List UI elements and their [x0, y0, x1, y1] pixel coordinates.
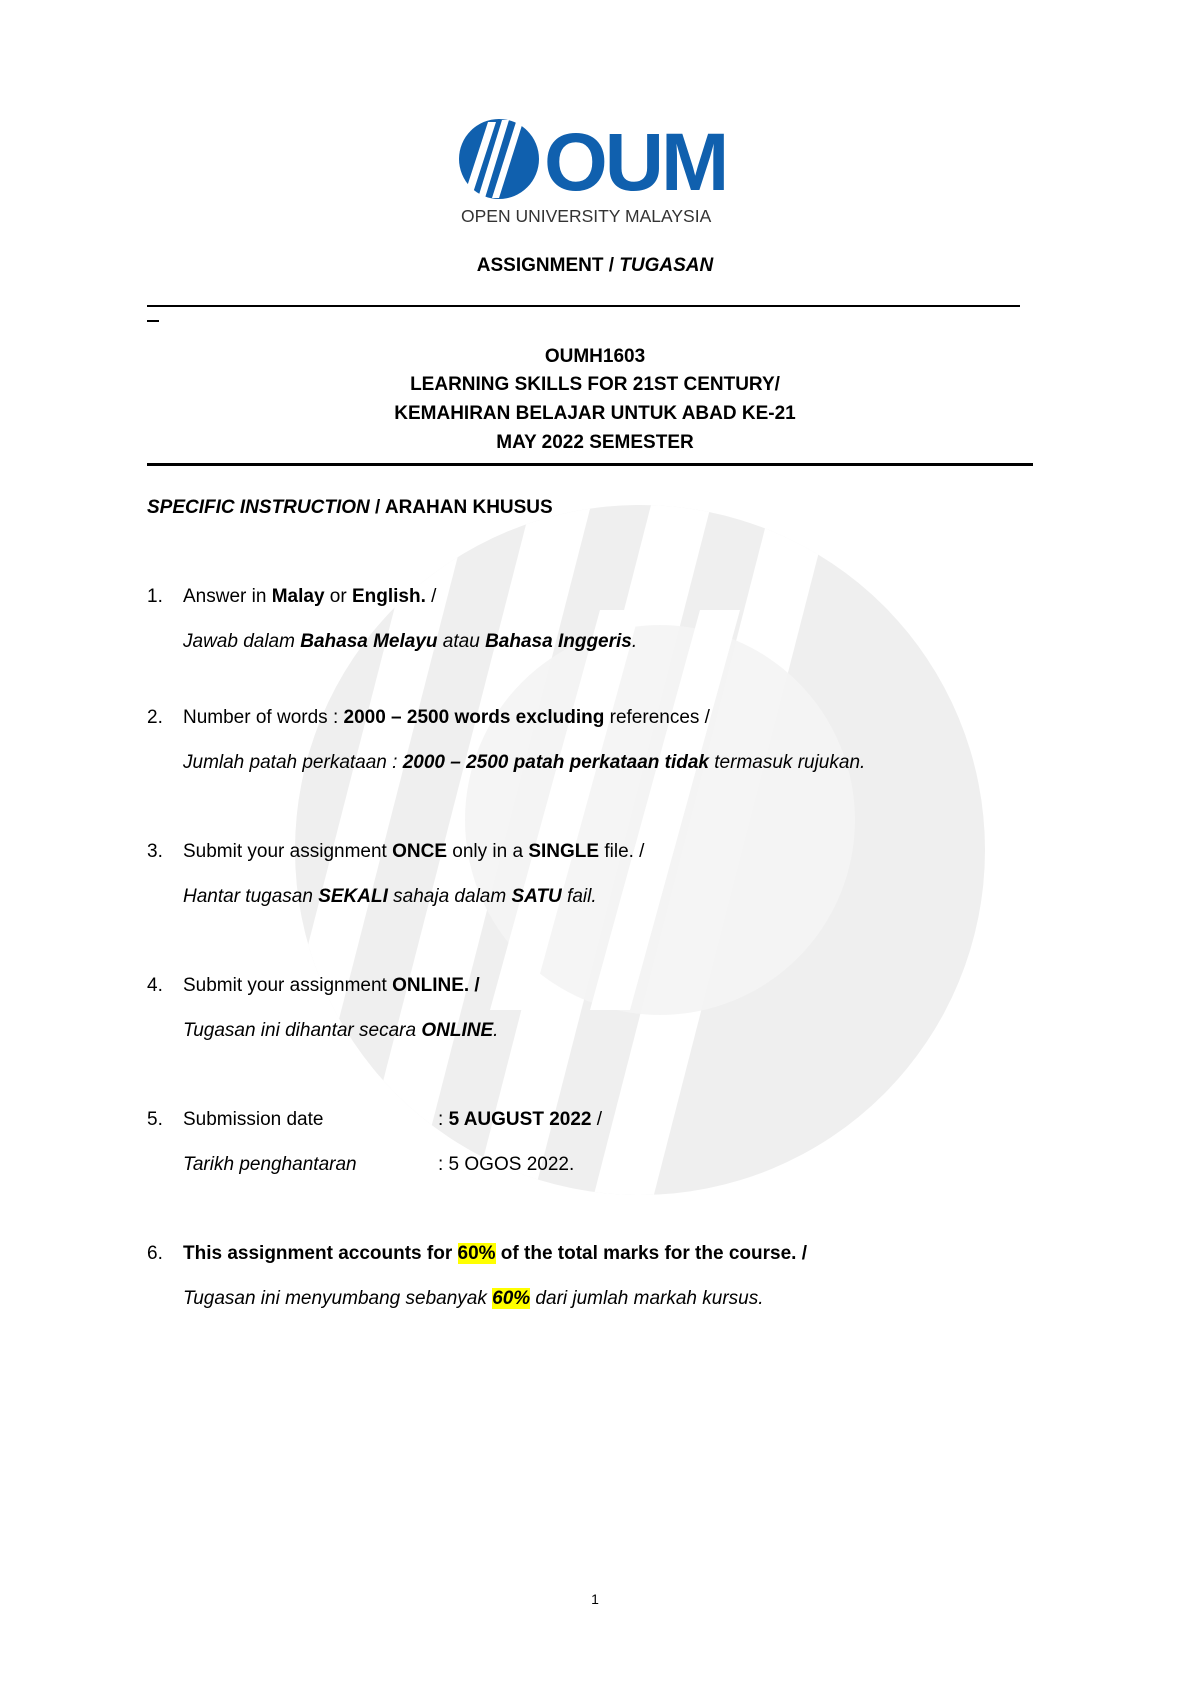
item-number: 4.	[147, 975, 163, 996]
item-ms: Jawab dalam Bahasa Melayu atau Bahasa Inggeris.	[183, 631, 638, 652]
item-number: 5.	[147, 1109, 163, 1130]
item-en: This assignment accounts for 60% of the total marks for the course. /	[183, 1243, 807, 1264]
assignment-title	[0, 255, 1190, 277]
item-number: 6.	[147, 1243, 163, 1264]
semester: MAY 2022 SEMESTER	[496, 432, 694, 453]
item-en: Submit your assignment ONLINE. /	[183, 975, 480, 996]
header-dash	[147, 320, 159, 322]
item-ms: Jumlah patah perkataan : 2000 – 2500 patah perkataan tidak termasuk rujukan.	[183, 752, 866, 773]
header-rule-bottom	[147, 463, 1033, 466]
highlight-percent: 60%	[457, 1243, 496, 1264]
title-main: ASSIGNMENT /	[476, 255, 620, 276]
logo-mark-text: OUM	[544, 118, 727, 208]
course-name-en: LEARNING SKILLS FOR 21ST CENTURY/	[410, 374, 780, 395]
title-italic: TUGASAN	[619, 255, 714, 276]
item-en: Submit your assignment ONCE only in a SINGLE file. /	[183, 841, 645, 862]
item-number: 2.	[147, 707, 163, 728]
course-name-ms: KEMAHIRAN BELAJAR UNTUK ABAD KE-21	[394, 403, 796, 424]
item-number: 3.	[147, 841, 163, 862]
logo-subtitle: OPEN UNIVERSITY MALAYSIA	[461, 206, 712, 226]
item-en: Number of words : 2000 – 2500 words excluding references /	[183, 707, 710, 728]
page-number: 1	[591, 1591, 599, 1607]
item-ms: Tarikh penghantaran : 5 OGOS 2022.	[183, 1154, 575, 1175]
item-en: Answer in Malay or English. /	[183, 586, 437, 607]
oum-logo	[458, 118, 728, 230]
instructions-title: SPECIFIC INSTRUCTION / ARAHAN KHUSUS	[147, 497, 553, 518]
item-ms: Tugasan ini dihantar secara ONLINE.	[183, 1020, 499, 1041]
course-code: OUMH1603	[544, 346, 646, 367]
highlight-percent: 60%	[492, 1288, 531, 1309]
item-ms: Hantar tugasan SEKALI sahaja dalam SATU fail.	[183, 886, 597, 907]
item-ms: Tugasan ini menyumbang sebanyak 60% dari jumlah markah kursus.	[183, 1288, 764, 1309]
item-en: Submission date : 5 AUGUST 2022 /	[183, 1109, 603, 1130]
item-number: 1.	[147, 586, 163, 607]
header-rule-top	[147, 305, 1020, 307]
